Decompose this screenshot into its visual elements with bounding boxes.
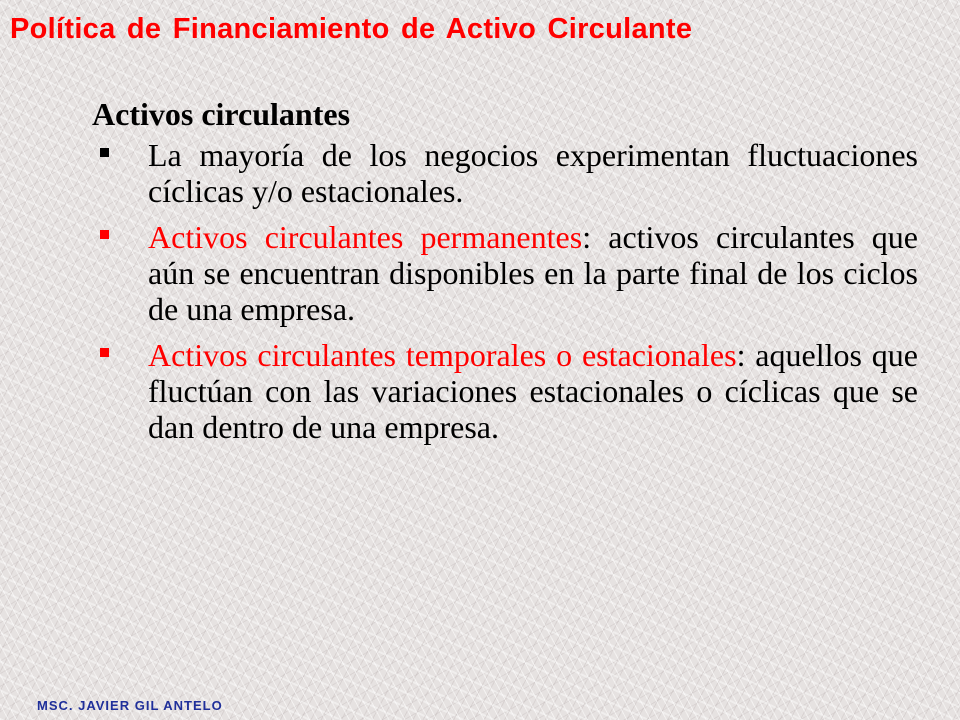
square-bullet-icon bbox=[100, 148, 109, 157]
bullet-list bbox=[92, 137, 918, 445]
bullet-text: : aquellos que fluctúan con las variaciones estacionales o cíclicas que se dan dentro de una empresa. bbox=[148, 337, 919, 445]
bullet-item-temporary-assets bbox=[92, 337, 918, 445]
bullet-highlight-term: Activos circulantes temporales o estacionales bbox=[148, 337, 737, 373]
slide-content bbox=[92, 96, 918, 455]
bullet-text: La mayoría de los negocios experimentan fluctuaciones cíclicas y/o estacionales. bbox=[148, 137, 918, 209]
square-bullet-icon bbox=[100, 230, 109, 239]
footer-credit: MSC. JAVIER GIL ANTELO bbox=[37, 698, 223, 713]
bullet-text: : activos circulantes que aún se encuentran disponibles en la parte final de los ciclos de una empresa. bbox=[148, 219, 919, 327]
bullet-highlight-term: Activos circulantes permanentes bbox=[148, 219, 583, 255]
slide-title: Política de Financiamiento de Activo Circulante bbox=[10, 13, 693, 45]
square-bullet-icon bbox=[100, 348, 109, 357]
bullet-item-permanent-assets bbox=[92, 219, 918, 327]
section-heading: Activos circulantes bbox=[92, 96, 351, 132]
bullet-item-business-fluctuations bbox=[92, 137, 918, 209]
